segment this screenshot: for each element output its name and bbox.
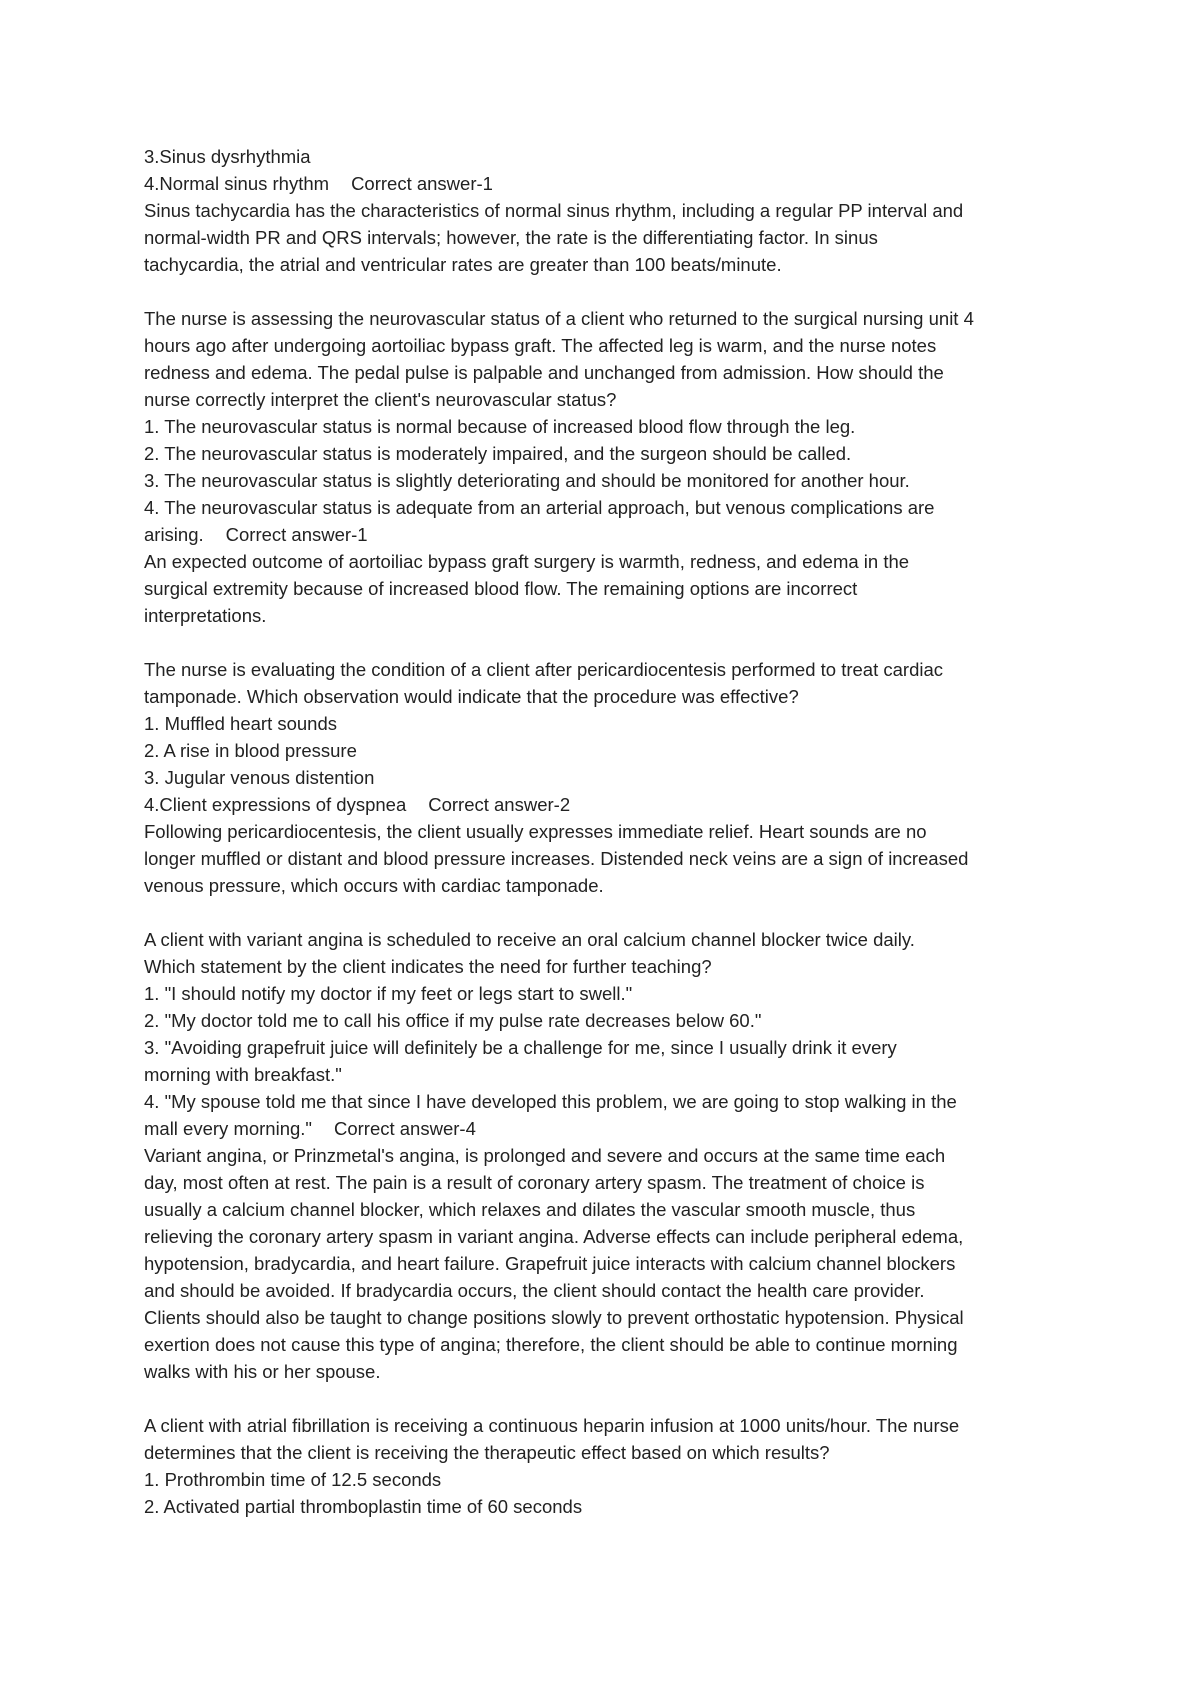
rationale-line: relieving the coronary artery spasm in variant angina. Adverse effects can include peripheral edema, <box>144 1226 964 1247</box>
question-line: determines that the client is receiving the therapeutic effect based on which results? <box>144 1442 830 1463</box>
option-3: 3. The neurovascular status is slightly deteriorating and should be monitored for another hour. <box>144 470 910 491</box>
correct-answer: Correct answer-4 <box>333 1118 476 1139</box>
paragraph-gap <box>144 1385 1054 1412</box>
option-4-with-answer <box>144 791 1054 818</box>
rationale-line: venous pressure, which occurs with cardiac tamponade. <box>144 875 604 896</box>
question-line: A client with variant angina is scheduled to receive an oral calcium channel blocker twice daily. <box>144 929 915 950</box>
question-line: The nurse is assessing the neurovascular status of a client who returned to the surgical nursing unit 4 <box>144 308 974 329</box>
rationale-line: exertion does not cause this type of angina; therefore, the client should be able to continue morning <box>144 1334 958 1355</box>
option-4-continued: arising. <box>144 524 204 545</box>
question-block-heparin <box>144 1412 1054 1520</box>
rationale-line: Variant angina, or Prinzmetal's angina, is prolonged and severe and occurs at the same time each <box>144 1145 946 1166</box>
option-3: 3.Sinus dysrhythmia <box>144 146 311 167</box>
rationale-line: An expected outcome of aortoiliac bypass graft surgery is warmth, redness, and edema in the <box>144 551 910 572</box>
question-line: A client with atrial fibrillation is receiving a continuous heparin infusion at 1000 units/hour. The nurse <box>144 1415 960 1436</box>
option-1: 1. Prothrombin time of 12.5 seconds <box>144 1469 442 1490</box>
question-line: tamponade. Which observation would indicate that the procedure was effective? <box>144 686 799 707</box>
rationale-line: interpretations. <box>144 605 267 626</box>
paragraph-gap <box>144 629 1054 656</box>
option-4-continued: mall every morning." <box>144 1118 312 1139</box>
option-4: 4. The neurovascular status is adequate from an arterial approach, but venous complications are <box>144 497 935 518</box>
paragraph-gap <box>144 278 1054 305</box>
option-1: 1. "I should notify my doctor if my feet or legs start to swell." <box>144 983 633 1004</box>
rationale-line: longer muffled or distant and blood pressure increases. Distended neck veins are a sign of increased <box>144 848 969 869</box>
option-1: 1. The neurovascular status is normal because of increased blood flow through the leg. <box>144 416 856 437</box>
question-line: hours ago after undergoing aortoiliac bypass graft. The affected leg is warm, and the nurse notes <box>144 335 937 356</box>
question-block-variant-angina <box>144 926 1054 1385</box>
option-2: 2. The neurovascular status is moderately impaired, and the surgeon should be called. <box>144 443 852 464</box>
rationale-line: Clients should also be taught to change positions slowly to prevent orthostatic hypotension. Physical <box>144 1307 964 1328</box>
paragraph-gap <box>144 899 1054 926</box>
rationale-line: surgical extremity because of increased blood flow. The remaining options are incorrect <box>144 578 858 599</box>
question-block-neurovascular <box>144 305 1054 629</box>
rationale-line: tachycardia, the atrial and ventricular rates are greater than 100 beats/minute. <box>144 254 782 275</box>
question-line: nurse correctly interpret the client's neurovascular status? <box>144 389 617 410</box>
option-2: 2. A rise in blood pressure <box>144 740 357 761</box>
document-page <box>144 143 1054 1520</box>
question-line: Which statement by the client indicates the need for further teaching? <box>144 956 712 977</box>
option-3: 3. "Avoiding grapefruit juice will definitely be a challenge for me, since I usually drink it every <box>144 1037 897 1058</box>
rationale-line: hypotension, bradycardia, and heart failure. Grapefruit juice interacts with calcium channel blockers <box>144 1253 956 1274</box>
option-4-continued-with-answer <box>144 521 1054 548</box>
question-block-pericardiocentesis <box>144 656 1054 899</box>
rationale-line: usually a calcium channel blocker, which relaxes and dilates the vascular smooth muscle, thus <box>144 1199 916 1220</box>
option-2: 2. Activated partial thromboplastin time of 60 seconds <box>144 1496 583 1517</box>
correct-answer: Correct answer-2 <box>428 794 571 815</box>
rationale-line: Following pericardiocentesis, the client usually expresses immediate relief. Heart sounds are no <box>144 821 927 842</box>
question-line: redness and edema. The pedal pulse is palpable and unchanged from admission. How should the <box>144 362 944 383</box>
rationale-line: Sinus tachycardia has the characteristics of normal sinus rhythm, including a regular PP interval and <box>144 200 964 221</box>
rationale-line: and should be avoided. If bradycardia occurs, the client should contact the health care provider. <box>144 1280 925 1301</box>
option-2: 2. "My doctor told me to call his office if my pulse rate decreases below 60." <box>144 1010 762 1031</box>
rationale-line: walks with his or her spouse. <box>144 1361 381 1382</box>
option-3: 3. Jugular venous distention <box>144 767 375 788</box>
rationale-line: day, most often at rest. The pain is a result of coronary artery spasm. The treatment of choice is <box>144 1172 925 1193</box>
option-4: 4.Normal sinus rhythm <box>144 173 330 194</box>
question-line: The nurse is evaluating the condition of a client after pericardiocentesis performed to treat cardiac <box>144 659 944 680</box>
rationale-line: normal-width PR and QRS intervals; however, the rate is the differentiating factor. In sinus <box>144 227 878 248</box>
option-4-with-answer <box>144 170 1054 197</box>
option-1: 1. Muffled heart sounds <box>144 713 338 734</box>
option-3-continued: morning with breakfast." <box>144 1064 342 1085</box>
option-4: 4. "My spouse told me that since I have developed this problem, we are going to stop walking in the <box>144 1091 957 1112</box>
question-block-sinus-tachycardia <box>144 143 1054 278</box>
option-4: 4.Client expressions of dyspnea <box>144 794 407 815</box>
correct-answer: Correct answer-1 <box>225 524 368 545</box>
correct-answer: Correct answer-1 <box>351 173 493 194</box>
option-4-continued-with-answer <box>144 1115 1054 1142</box>
